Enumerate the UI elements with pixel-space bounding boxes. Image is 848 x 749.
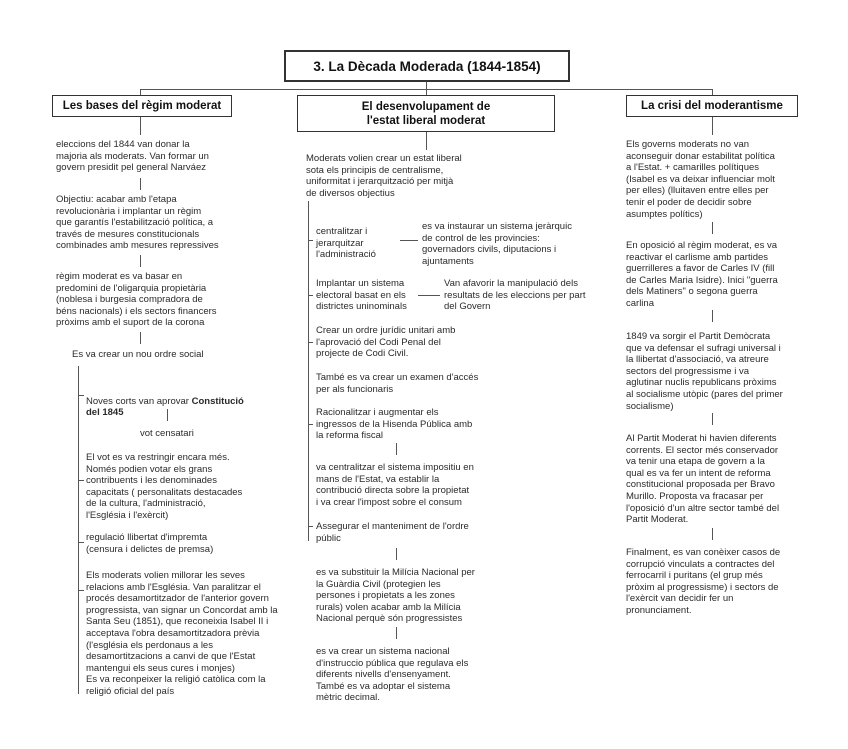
title-box [284, 50, 570, 82]
connector-right-2 [712, 310, 713, 322]
center-funcionaris: També es va crear un examen d'accés per als funcionaris [316, 372, 479, 395]
left-item-eleccions: eleccions del 1844 van donar la majoria als moderats. Van formar un govern presidit pel general Narváez [56, 139, 209, 174]
right-header-text: La crisi del moderantisme [641, 100, 783, 112]
right-item-carlisme: En oposició al règim moderat, es va reactivar el carlisme amb partides guerrilleres a favor de Carles IV (fill de Carles Maria Isidre). Inici "guerra dels Matiners" o segona guerra carlina [626, 240, 778, 309]
right-item-corrents: Al Partit Moderat hi havien diferents corrents. El sector més conservador va tenir una etapa de govern a la qual es va fer un intent de reforma constitucional proposada per Bravo Murillo. Proposta va fracasar per l'oposició d'un altre sector també del Partit Moderat. [626, 433, 780, 526]
left-header-text: Les bases del règim moderat [62, 100, 222, 112]
left-sub-vot-censatari: vot censatari [140, 428, 194, 439]
center-electoral-detail: Van afavorir la manipulació dels resultats de les eleccions per part del Govern [444, 278, 586, 313]
connector-center-trunk [308, 201, 309, 541]
branch-corts [78, 395, 84, 396]
left-sub-esglesia: Els moderats volien millorar les seves relacions amb l'Església. Van paralitzar el procés desamortitzador de l'anterior govern progressista, van signar un Concordat amb la Santa Seu (1851), que reconeixia Isabel II i acceptava l'obra desamortitzadora prèvia (l'església els perdonaus a les desamortitzacions a canvi de que l'Estat mantengui els seus cures i monjes) Es va reconpeixer la religió catòlica com la religió oficial del país [86, 570, 278, 697]
left-sub-corts-prefix: Noves corts van aprovar [86, 395, 192, 407]
link-electoral-detail [418, 295, 440, 296]
connector-hisenda-impositiu [396, 443, 397, 455]
connector-center-header-down [426, 132, 427, 150]
center-instruccio: es va crear un sistema nacional d'instruccio pública que regulava els diferents nivells d'ensenyament. També es va adoptar el sistema mètric decimal. [316, 646, 469, 704]
right-item-democrata: 1849 va sorgir el Partit Demòcrata que va defensar el sufragi universal i la llibertat d'associació, va atreure sectors del progressisme i va aglutinar nuclis republicans pròxims al socialisme utòpic (pares del primer socialisme) [626, 331, 783, 412]
branch-ordre-public [308, 526, 313, 527]
center-centralitzar-detail: es va instaurar un sistema jeràrquic de control de les provincies: governadors civils, diputacions i ajuntaments [422, 221, 572, 267]
branch-hisenda [308, 424, 313, 425]
right-item-corrupcio: Finalment, es van conèixer casos de corrupció vinculats a contractes del ferrocarril i puritans (el grup més pròxim al progressisme) i sectors de l'exèrcit van decidir fer un pronunciament. [626, 547, 781, 616]
connector-guardia-instruccio [396, 627, 397, 639]
right-header-box [626, 95, 798, 117]
connector-left-2 [140, 255, 141, 267]
connector-right-4 [712, 528, 713, 540]
left-item-ordre-social: Es va crear un nou ordre social [72, 349, 204, 360]
branch-electoral [308, 295, 313, 296]
connector-right-1 [712, 222, 713, 234]
center-ordre-public: Assegurar el manteniment de l'ordre públic [316, 521, 469, 544]
center-guardia: es va substituir la Milícia Nacional per la Guàrdia Civil (protegien les persones i propietats a les zones rurals) volen acabar amb la Milícia Nacional perquè són progressistes [316, 567, 475, 625]
left-item-objectiu: Objectiu: acabar amb l'etapa revolucionària i implantar un règim que garantís l'estabilització política, a través de mesures constitucionals combinades amb mesures repressives [56, 194, 219, 252]
center-electoral: Implantar un sistema electoral basat en els districtes uninominals [316, 278, 407, 313]
center-centralitzar: centralitzar i jerarquitzar l'administració [316, 226, 376, 261]
title-text: 3. La Dècada Moderada (1844-1854) [313, 58, 541, 74]
center-impositiu: va centralitzar el sistema impositiu en mans de l'Estat, va establir la contribució directa sobre la propietat i va crear l'impost sobre el consum [316, 462, 474, 508]
connector-ordre-guardia [396, 548, 397, 560]
left-sub-corts [86, 384, 244, 419]
branch-esglesia [78, 590, 84, 591]
connector-right-header-down [712, 117, 713, 135]
connector-center [426, 82, 427, 95]
left-sub-corts-bold: Constitució del 1845 [86, 395, 244, 419]
connector-left-sub-trunk [78, 366, 79, 694]
branch-vot [78, 480, 84, 481]
connector-left-1 [140, 178, 141, 190]
branch-centralitzar [308, 240, 313, 241]
left-sub-impremta: regulació llibertat d'impremta (censura i delictes de premsa) [86, 532, 214, 555]
center-hisenda: Racionalitzar i augmentar els ingressos de la Hisenda Pública amb la reforma fiscal [316, 407, 473, 442]
branch-impremta [78, 542, 84, 543]
center-header-text: El desenvolupament de l'estat liberal moderat [361, 100, 491, 127]
center-intro: Moderats volien crear un estat liberal sota els principis de centralisme, uniformitat i jerarquització per mitjà de diversos objectius [306, 153, 462, 199]
right-item-governs: Els governs moderats no van aconseguir donar estabilitat política a l'Estat. + camarilles polítiques (Isabel es va deixar influenciar molt per elles) (lluitaven entre elles per tenir el poder de decidir sobre asumptes polítics) [626, 139, 775, 220]
left-item-regim: règim moderat es va basar en predomini de l'oligarquia propietària (noblesa i burgesia compradora de béns nacionals) i els sectors financers pròxims amb el suport de la corona [56, 271, 217, 329]
branch-juridic [308, 342, 313, 343]
center-header-box [297, 95, 555, 132]
connector-left-3 [140, 332, 141, 344]
connector-right-3 [712, 413, 713, 425]
center-juridic: Crear un ordre jurídic unitari amb l'aprovació del Codi Penal del projecte de Codi Civil. [316, 325, 456, 360]
link-centralitzar-detail [400, 240, 418, 241]
left-sub-vot: El vot es va restringir encara més. Només podien votar els grans contribuents i les denominades capacitats ( personalitats destacades de la cultura, l'administració, l'Església i l'exèrcit) [86, 452, 243, 521]
left-header-box [52, 95, 232, 117]
connector-left-header-down [140, 117, 141, 135]
